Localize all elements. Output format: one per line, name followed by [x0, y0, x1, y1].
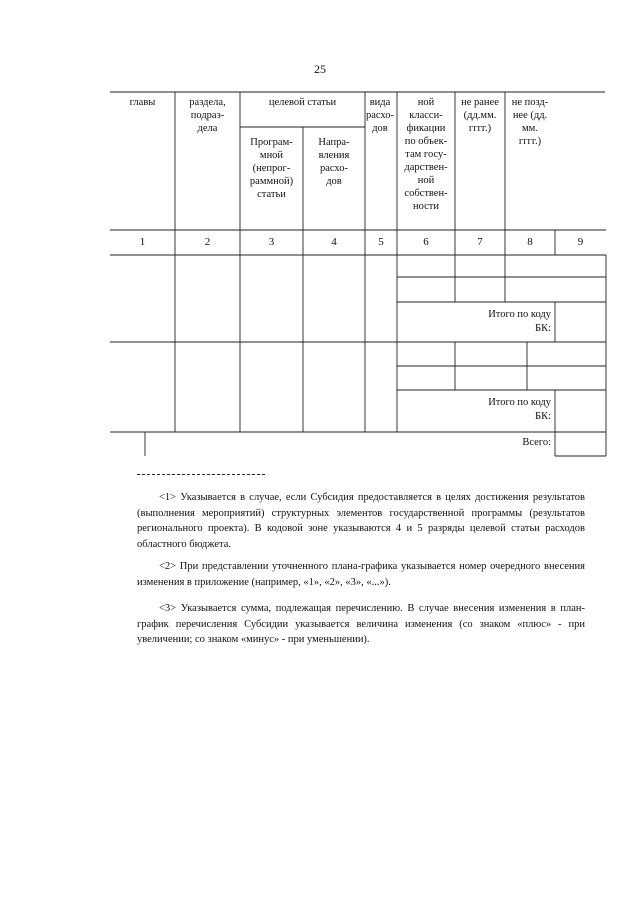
- column-number: 5: [378, 236, 384, 248]
- column-number: 6: [423, 236, 429, 248]
- footnote-2: <2> При представлении уточненного плана-графика указывается номер очередного внесения изменения в приложение (например, «1», «2», «3», «...»).: [137, 561, 585, 588]
- header-vida-rashodov: вида расхо- дов: [365, 97, 395, 134]
- total-label: Всего:: [522, 437, 551, 448]
- header-ne-ranee: не ранее (дд.мм. гггг.): [461, 97, 499, 134]
- page-number: 25: [314, 62, 326, 76]
- column-number: 3: [268, 236, 275, 248]
- header-programmnoy-stati: Програм- мной (непрог- раммной) статьи: [249, 137, 294, 200]
- column-number: 1: [139, 236, 146, 248]
- footnote-3: <3> Указывается сумма, подлежащая перечислению. В случае внесения изменения в план-график перечисления Субсидии указывается величина изменения (со знаком «плюс» - при увеличении; со знаком «минус» - при уменьшении).: [137, 603, 585, 645]
- header-ne-pozdnee: не позд- нее (дд. мм. гггг.): [511, 97, 549, 147]
- column-number: 9: [577, 236, 584, 248]
- subtotal-label: Итого по коду БК:: [488, 397, 551, 422]
- header-napravleniya-rashodov: Напра- вления расхо- дов: [318, 137, 350, 187]
- header-celevoy-stati: целевой статьи: [268, 97, 337, 108]
- column-number: 2: [204, 236, 211, 248]
- subtotal-label: Итого по коду БК:: [488, 309, 551, 334]
- column-number: 4: [331, 236, 337, 248]
- footnote-separator: [137, 474, 265, 475]
- column-number: 7: [477, 236, 483, 248]
- header-klassifikacii: ной класси- фикации по объек- там госу- дарствен- ной собствен- ности: [404, 97, 448, 212]
- column-number: 8: [527, 236, 533, 248]
- header-glavy: главы: [129, 97, 156, 108]
- header-razdela: раздела, подраз- дела: [189, 97, 226, 134]
- footnote-1: <1> Указывается в случае, если Субсидия предоставляется в целях достижения результатов (выполнения мероприятий) структурных элементов государственной программы (результатов регионального проекта). В кодовой зоне указываются 4 и 5 разряды целевой статьи расходов областного бюджета.: [137, 492, 585, 550]
